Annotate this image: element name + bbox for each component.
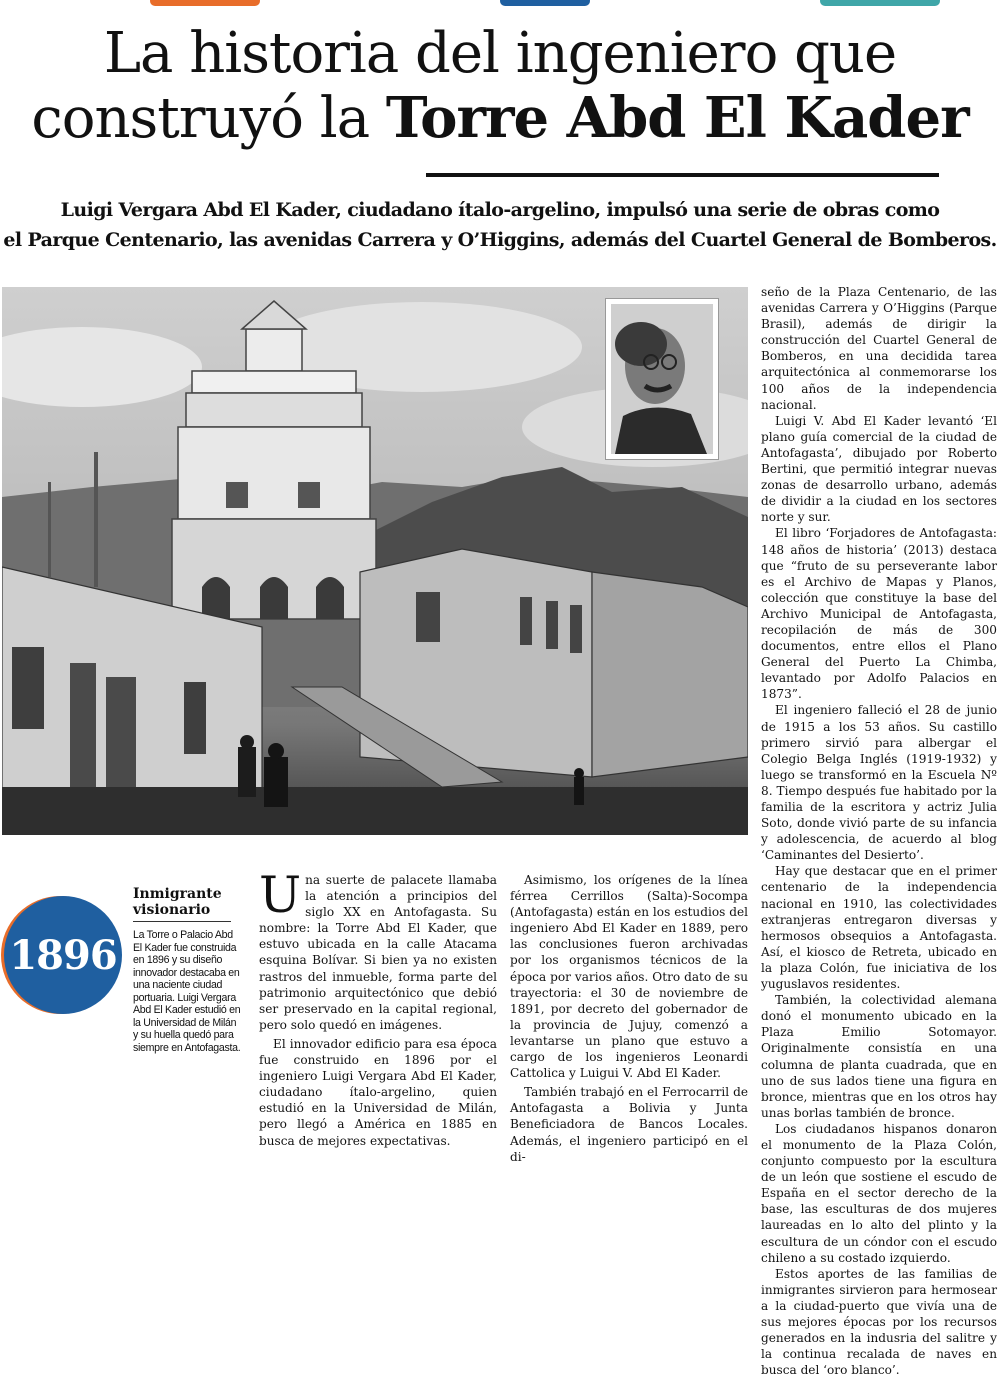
article-column-1 [259,866,497,1152]
headline-line-2 [0,86,1000,151]
column-3-paragraph-8: Estos aportes de las familias de inmigrantes sirvieron para hermosear a la ciudad-puerto que vivía una de sus mejores épocas por los recursos generados en la indusria del salitre y la continua recalada de naves en busca del ‘oro blanco’. [761,1266,997,1378]
column-3-paragraph-4: El ingeniero falleció el 28 de junio de 1915 a los 53 años. Su castillo primero sirvió para albergar el Colegio Belga Inglés (1919-1932) y luego se transformó en la Escuela Nº 8. Tiempo después fue habitado por la familia de la escritora y actriz Julia Soto, donde vivió parte de su infancia y adolescencia, de acuerdo al blog ‘Caminantes del Desierto’. [761,703,997,863]
portrait-illustration [611,304,713,454]
portrait-inset [605,298,719,460]
article-column-2 [510,872,748,1168]
deck-line-2: el Parque Centenario, las avenidas Carrera y O’Higgins, además del Cuartel General de Bomberos. [3,229,997,251]
headline-underline [426,173,939,177]
article-column-3 [761,284,997,1378]
top-accent-teal [820,0,940,6]
column-3-paragraph-5: Hay que destacar que en el primer centenario de la independencia nacional en 1910, las colectividades extranjeras entregaron diversas y hermosos obsequios a Antofagasta. Así, el kiosco de Retreta, ubicado en la plaza Colón, fue iniciativa de los yuguslavos residentes. [761,864,997,992]
top-accent-blue [500,0,590,6]
column-2-paragraph-1: Asimismo, los orígenes de la línea férrea Cerrillos (Salta)-Socompa (Antofagasta) están en los estudios del ingeniero Abd El Kader en 1889, pero las conclusiones fueron archivadas por los organismos técnicos de la época por varios años. Otro dato de su trayectoria: el 30 de noviembre de 1891, por decreto del gobernador de la provincia de Jujuy, comenzó a levantarse un plano que estuvo a cargo de los ingenieros Leonardi Cattolica y Luigui V. Abd El Kader. [510,873,748,1081]
deck [0,195,1000,255]
column-3-paragraph-6: También, la colectividad alemana donó el monumento ubicado en la Plaza Emilio Sotomayor. Originalmente consistía en una columna de planta cuadrada, que en uno de sus lados tiene una figura en bronce, mientras que en los otros hay unas borlas también de bronce. [761,993,997,1120]
headline-line-1: La historia del ingeniero que [103,21,897,86]
portrait-image [611,304,713,454]
column-2-paragraph-2: También trabajó en el Ferrocarril de Antofagasta a Bolivia y Junta Beneficiadora de Bancos Locales. Además, el ingeniero participó en el di- [510,1085,748,1164]
column-3-paragraph-3: El libro ‘Forjadores de Antofagasta: 148 años de historia’ (2013) destaca que “fruto de su perseverante labor es el Archivo de Mapas y Planos, colección que constituye la base del Archivo Municipal de Antofagasta, recopilación de más de 300 documentos, entre ellos el Plano General del Puerto La Chimba, levantado por Adolfo Palacios en 1873”. [761,526,997,702]
headline-line-2-regular: construyó la [31,86,370,151]
column-1-paragraph-1-text: na suerte de palacete llamaba la atención a principios del siglo XX en Antofagasta. Su nombre: la Torre Abd El Kader, que estuvo ubicada en la calle Atacama esquina Bolívar. Si bien ya no existen rastros del inmueble, forma parte del patrimonio arquitectónico que debió ser preservado en la capital regional, pero solo quedó en imágenes. [259,873,497,1032]
top-color-strip [0,0,1000,8]
column-3-paragraph-2: Luigi V. Abd El Kader levantó ‘El plano guía comercial de la ciudad de Antofagasta’, dibujado por Roberto Bertini, que permitió integrar nuevas zonas de desarrollo urbano, además de dividir a la ciudad en los sectores norte y sur. [761,413,997,525]
headline-line-2-bold: Torre Abd El Kader [385,85,969,151]
column-3-paragraph-1: seño de la Plaza Centenario, de las avenidas Carrera y O’Higgins (Parque Brasil), además de dirigir la construcción del Cuartel General de Bomberos, en una decidida tarea arquitectónica al conmemorarse los 100 años de la independencia nacional. [761,285,997,412]
sidebar-text: La Torre o Palacio Abd El Kader fue construida en 1896 y su diseño innovador destacaba en una naciente ciudad portuaria. Luigi Vergara Abd El Kader estudió en la Universidad de Milán y su huella quedó para siempre en Antofagasta. [133,929,241,1054]
column-1-paragraph-1 [259,866,497,1033]
drop-cap: U [259,866,302,924]
headline [0,22,1000,151]
top-accent-orange [150,0,260,6]
column-1-paragraph-2: El innovador edificio para esa época fue construido en 1896 por el ingeniero Luigi Vergara Abd El Kader, ciudadano ítalo-argelino, quien estudió en la Universidad de Milán, pero llegó a América en 1885 en busca de mejores expectativas. [259,1036,497,1148]
column-3-paragraph-7: Los ciudadanos hispanos donaron el monumento de la Plaza Colón, conjunto compuesto por la escultura de un león que sostiene el escudo de España en el sector derecho de la base, las esculturas de dos mujeres laureadas en lo alto del plinto y la escultura de un cóndor con el escudo chileno a su costado izquierdo. [761,1121,997,1265]
deck-line-1: Luigi Vergara Abd El Kader, ciudadano ítalo-argelino, impulsó una serie de obras como [60,199,940,221]
sidebar-title: Inmigrante visionario [133,886,231,922]
year-badge: 1896 [4,896,122,1014]
